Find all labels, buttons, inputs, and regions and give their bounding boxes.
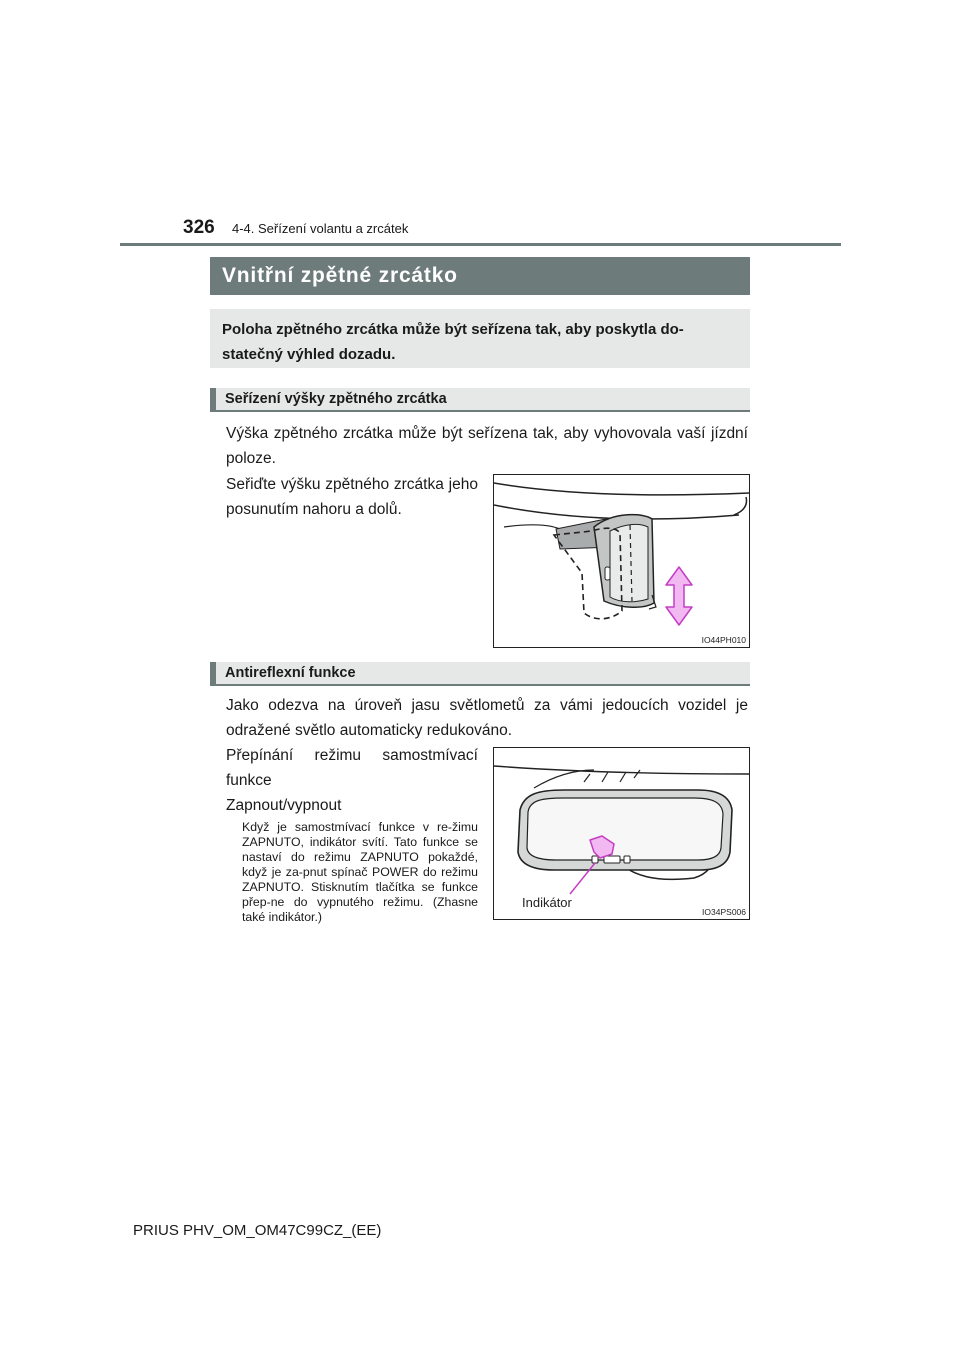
header-rule bbox=[120, 243, 841, 246]
antiglare-paragraph-1: Jako odezva na úroveň jasu světlometů za vámi jedoucích vozidel je odražené světlo automaticky redukováno. bbox=[226, 697, 748, 739]
toggle-label: Zapnout/vypnout bbox=[226, 797, 342, 814]
height-section-heading: Seřízení výšky zpětného zrcátka bbox=[210, 388, 750, 412]
intro-box bbox=[210, 309, 750, 368]
intro-text: Poloha zpětného zrcátka může být seřízena tak, aby poskytla do-statečný výhled dozadu. bbox=[222, 321, 684, 363]
page-title: Vnitřní zpětné zrcátko bbox=[210, 257, 750, 295]
antiglare-mirror-figure bbox=[493, 747, 750, 920]
indicator-callout: Indikátor bbox=[522, 895, 572, 910]
height-paragraph-2: Seřiďte výšku zpětného zrcátka jeho posunutím nahoru a dolů. bbox=[226, 476, 478, 518]
antiglare-section-heading: Antireflexní funkce bbox=[210, 662, 750, 686]
page-number: 326 bbox=[183, 217, 215, 238]
antiglare-note: Když je samostmívací funkce v re-žimu ZAPNUTO, indikátor svítí. Tato funkce se nastaví do režimu ZAPNUTO pokaždé, když je za-pnut spínač POWER do režimu ZAPNUTO. Stisknutím tlačítka se funkce přep-ne do vypnutého režimu. (Zhasne také indikátor.) bbox=[242, 820, 478, 924]
footer-document-code: PRIUS PHV_OM_OM47C99CZ_(EE) bbox=[133, 1222, 382, 1239]
up-down-arrow-icon bbox=[664, 565, 694, 627]
mirror-height-figure bbox=[493, 474, 750, 648]
mode-switch-label: Přepínání režimu samostmívací funkce bbox=[226, 747, 478, 789]
figure-code: IO44PH010 bbox=[701, 635, 746, 645]
mirror-height-illustration bbox=[494, 475, 749, 647]
figure-code: IO34PS006 bbox=[702, 907, 746, 917]
antiglare-mirror-illustration bbox=[494, 748, 749, 919]
height-paragraph-1: Výška zpětného zrcátka může být seřízena tak, aby vyhovovala vaší jízdní poloze. bbox=[226, 425, 748, 467]
section-reference: 4-4. Seřízení volantu a zrcátek bbox=[232, 221, 409, 236]
